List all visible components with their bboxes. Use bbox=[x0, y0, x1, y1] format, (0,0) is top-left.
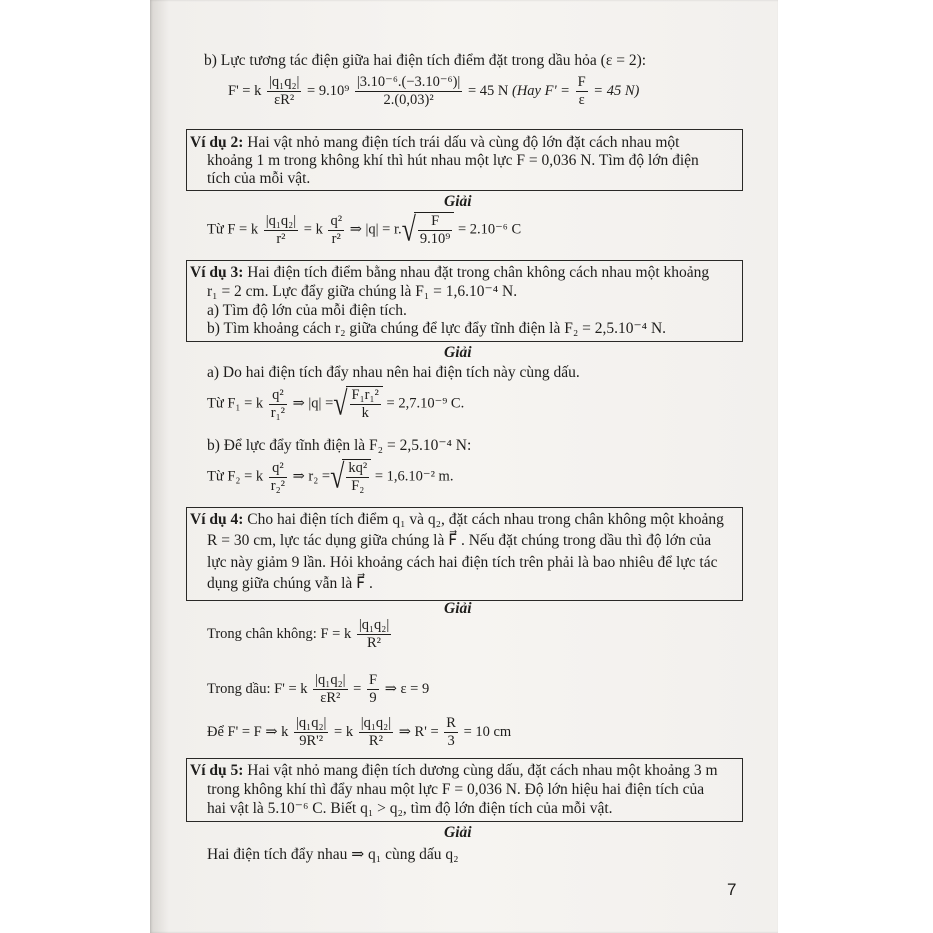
example-5-line3: hai vật là 5.10⁻⁶ C. Biết q₁ > q₂, tìm độ lớn điện tích của mỗi vật. bbox=[207, 800, 613, 817]
solution-3b-text: b) Để lực đẩy tĩnh điện là F₂ = 2,5.10⁻⁴ N: bbox=[207, 437, 472, 454]
solution-heading: Giải bbox=[444, 824, 472, 841]
example-4-line1: Ví dụ 4: Cho hai điện tích điểm q₁ và q₂, đặt cách nhau trong chân không một khoảng bbox=[190, 511, 724, 528]
solution-3a-equation: Từ F₁ = k $\frac{\text{q²}}{\text{r₁²}}$ ⇒ |q| =√ $\frac{\text{F₁r₁²}}{k}$ = 2,7.10⁻⁹ C. bbox=[207, 384, 465, 423]
solution-3a-text: a) Do hai điện tích đẩy nhau nên hai điện tích này cùng dấu. bbox=[207, 364, 580, 381]
example-3-label: Ví dụ 3: bbox=[190, 264, 244, 281]
example-2-label: Ví dụ 2: bbox=[190, 134, 244, 151]
solution-heading: Giải bbox=[444, 344, 472, 361]
solution-heading: Giải bbox=[444, 600, 472, 617]
example-5-line1: Ví dụ 5: Hai vật nhỏ mang điện tích dương cùng dấu, đặt cách nhau một khoảng 3 m bbox=[190, 762, 718, 779]
page-number: 7 bbox=[727, 880, 737, 899]
example-2-line3: tích của mỗi vật. bbox=[207, 170, 311, 187]
example-3-line2: r₁ = 2 cm. Lực đẩy giữa chúng là F₁ = 1,6.10⁻⁴ N. bbox=[207, 283, 518, 300]
example-5-line2: trong không khí thì đẩy nhau một lực F = 0,036 N. Độ lớn hiệu hai điện tích của bbox=[207, 781, 705, 798]
example-5-label: Ví dụ 5: bbox=[190, 762, 244, 779]
solution-2-equation: Từ F = k $\frac{\text{|q₁q₂|}}{\text{r²}}$ = k $\frac{\text{q²}}{\text{r²}}$ ⇒ |q| = r.√ $\frac{F}{\text{9.10⁹}}$ = 2.10⁻⁶ C bbox=[207, 210, 522, 249]
part-b-intro: b) Lực tương tác điện giữa hai điện tích điểm đặt trong dầu hỏa (ε = 2): bbox=[204, 52, 647, 69]
solution-4-oil: Trong dầu: F' = k $\frac{\text{|q₁q₂|}}{\text{εR²}}$ = $\frac{F}{9}$ ⇒ ε = 9 bbox=[207, 672, 430, 706]
example-3-line1: Ví dụ 3: Hai điện tích điểm bằng nhau đặt trong chân không cách nhau một khoảng bbox=[190, 264, 710, 281]
example-2-line2: khoảng 1 m trong không khí thì hút nhau một lực F = 0,036 N. Tìm độ lớn điện bbox=[207, 152, 699, 169]
example-4-line3: lực này giảm 9 lần. Hỏi khoảng cách hai điện tích trên phải là bao nhiêu để lực tác bbox=[207, 554, 718, 571]
example-3-line3: a) Tìm độ lớn của mỗi điện tích. bbox=[207, 302, 407, 319]
solution-4-vacuum: Trong chân không: F = k $\frac{\text{|q₁q₂|}}{\text{R²}}$ bbox=[207, 617, 390, 651]
solution-heading: Giải bbox=[444, 193, 472, 210]
example-4-line2: R = 30 cm, lực tác dụng giữa chúng là F⃗ . Nếu đặt chúng trong dầu thì độ lớn của bbox=[207, 532, 712, 549]
example-2-line1: Ví dụ 2: Hai vật nhỏ mang điện tích trái dấu và cùng độ lớn đặt cách nhau một bbox=[190, 134, 680, 151]
solution-4-distance: Để F' = F ⇒ k $\frac{\text{|q₁q₂|}}{\text{9R'²}}$ = k $\frac{\text{|q₁q₂|}}{\text{R²}}$ ⇒ R' = $\frac{R}{3}$ = 10 cm bbox=[207, 715, 512, 749]
solution-3b-equation: Từ F₂ = k $\frac{\text{q²}}{\text{r₂²}}$ ⇒ r₂ =√ $\frac{\text{kq²}}{\text{F₂}}$ = 1,6.10⁻² m. bbox=[207, 457, 454, 496]
equation-b: F' = k $\frac{\text{|q₁q₂|}}{\text{εR²}}$ = 9.10⁹ $\frac{\text{|3.10⁻⁶.(−3.10⁻⁶)|}}{\text{2.(0,03)²}}$ = 45 N (Hay F' = $\frac{F}{\varepsilon}$ = 45 N) bbox=[228, 74, 640, 108]
example-4-line4: dụng giữa chúng vẫn là F⃗ . bbox=[207, 575, 373, 592]
solution-5-line1: Hai điện tích đẩy nhau ⇒ q₁ cùng dấu q₂ bbox=[207, 846, 459, 863]
example-4-label: Ví dụ 4: bbox=[190, 511, 244, 528]
example-3-line4: b) Tìm khoảng cách r₂ giữa chúng để lực đẩy tĩnh điện là F₂ = 2,5.10⁻⁴ N. bbox=[207, 320, 667, 337]
